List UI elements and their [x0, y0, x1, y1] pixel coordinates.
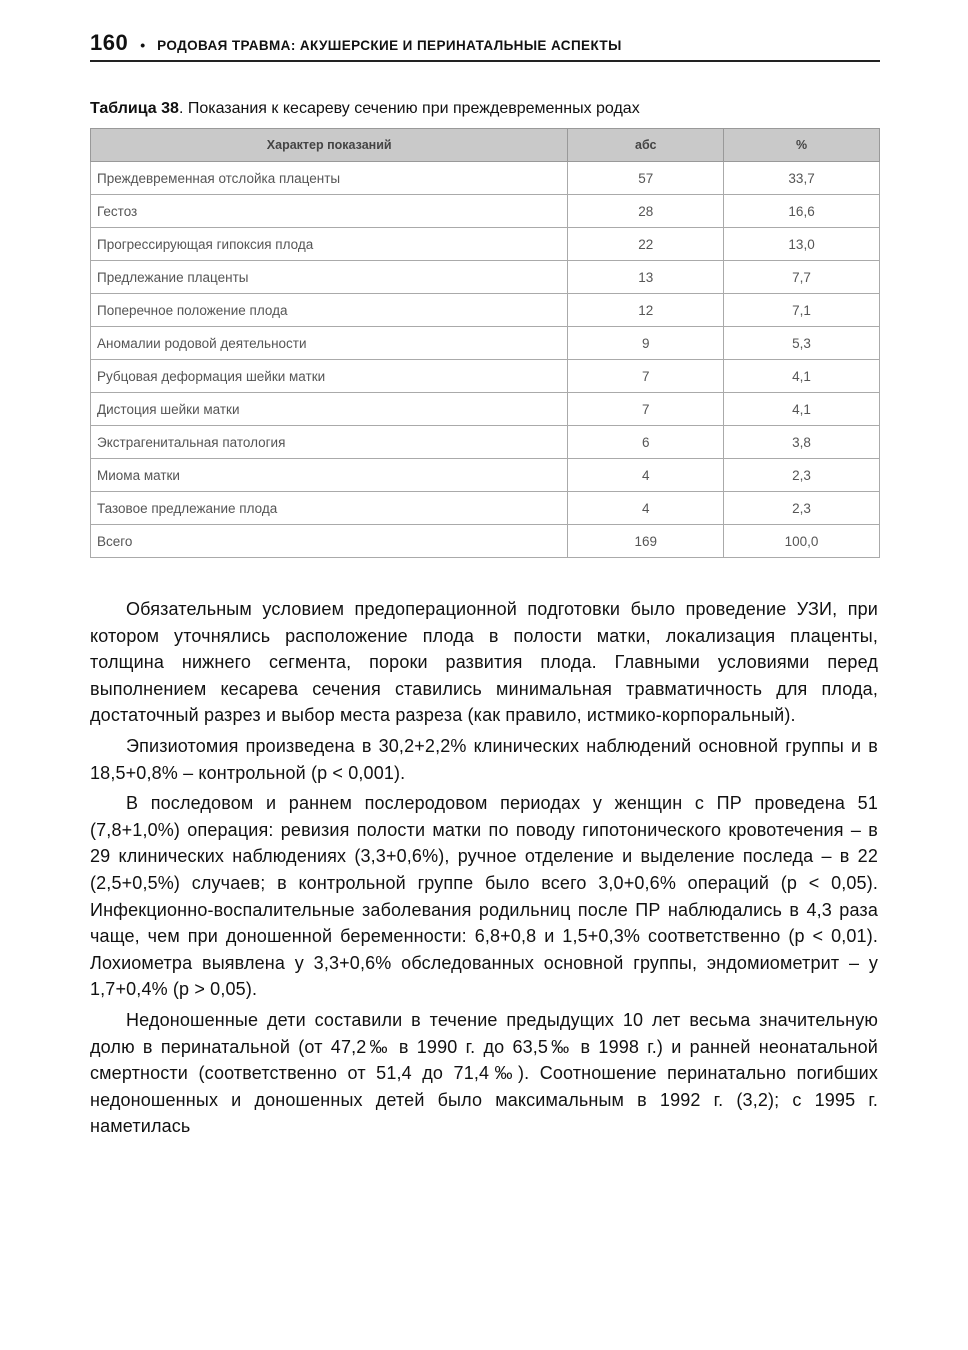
cell-indication: Миома матки — [91, 459, 568, 492]
table-row — [91, 228, 880, 261]
paragraph: Обязательным условием предоперационной подготовки было проведение УЗИ, при котором уточнялись расположение плода в полости матки, локализация плаценты, толщина нижнего сегмента, пороки развития плода. Главными условиями перед выполнением кесарева сечения ставились минимальная травматичность для плода, достаточный разрез и выбор места разреза (как правило, истмико-корпоральный). — [90, 599, 878, 726]
table-row — [91, 327, 880, 360]
table-row — [91, 426, 880, 459]
cell-indication: Предлежание плаценты — [91, 261, 568, 294]
column-header-indication: Характер показаний — [91, 129, 568, 162]
cell-indication: Аномалии родовой деятельности — [91, 327, 568, 360]
cell-percent: 5,3 — [724, 327, 880, 360]
table-row — [91, 459, 880, 492]
table-row — [91, 393, 880, 426]
table-row — [91, 360, 880, 393]
cell-indication: Преждевременная отслойка плаценты — [91, 162, 568, 195]
cell-abs: 57 — [568, 162, 724, 195]
cell-abs: 4 — [568, 492, 724, 525]
table-caption — [90, 100, 880, 118]
cell-abs: 6 — [568, 426, 724, 459]
cell-percent: 2,3 — [724, 492, 880, 525]
cell-abs: 12 — [568, 294, 724, 327]
cell-abs: 9 — [568, 327, 724, 360]
cell-abs: 28 — [568, 195, 724, 228]
cell-percent: 3,8 — [724, 426, 880, 459]
table-caption-number: Таблица 38 — [90, 100, 179, 117]
cell-percent: 16,6 — [724, 195, 880, 228]
column-header-abs: абс — [568, 129, 724, 162]
cell-percent: 2,3 — [724, 459, 880, 492]
cell-percent: 33,7 — [724, 162, 880, 195]
cell-indication: Поперечное положение плода — [91, 294, 568, 327]
cell-indication: Дистоция шейки матки — [91, 393, 568, 426]
table-row — [91, 162, 880, 195]
cell-percent: 4,1 — [724, 360, 880, 393]
cell-percent: 100,0 — [724, 525, 880, 558]
running-title: РОДОВАЯ ТРАВМА: АКУШЕРСКИЕ И ПЕРИНАТАЛЬНЫЕ АСПЕКТЫ — [157, 38, 622, 53]
cell-percent: 7,7 — [724, 261, 880, 294]
header-bullet: • — [140, 37, 146, 53]
cell-indication: Прогрессирующая гипоксия плода — [91, 228, 568, 261]
cell-indication: Гестоз — [91, 195, 568, 228]
table-row — [91, 492, 880, 525]
cell-indication: Всего — [91, 525, 568, 558]
table-row — [91, 261, 880, 294]
cell-percent: 4,1 — [724, 393, 880, 426]
cell-abs: 169 — [568, 525, 724, 558]
cell-indication: Экстрагенитальная патология — [91, 426, 568, 459]
cell-abs: 22 — [568, 228, 724, 261]
paragraph: В последовом и раннем послеродовом периодах у женщин с ПР проведена 51 (7,8+1,0%) операция: ревизия полости матки по поводу гипотонического кровотечения – в 29 клинических наблюдениях (3,3+0,6%), ручное отделение и выделение последа – в 22 (2,5+0,5%) случаев; в контрольной группе было всего 3,0+0,6% операций (p < 0,05). Инфекционно-воспалительные заболевания родильниц после ПР наблюдались в 4,3 раза чаще, чем при доношенной беременности: 6,8+0,8 и 1,5+0,3% соответственно (p < 0,01). Лохиометра выявлена у 3,3+0,6% обследованных основной группы, эндомиометрит – у 1,7+0,4% (p > 0,05). — [90, 793, 878, 1000]
cell-abs: 4 — [568, 459, 724, 492]
table-row — [91, 195, 880, 228]
cell-percent: 13,0 — [724, 228, 880, 261]
cell-indication: Рубцовая деформация шейки матки — [91, 360, 568, 393]
table-header-row — [91, 129, 880, 162]
cell-abs: 7 — [568, 393, 724, 426]
page-header — [90, 30, 880, 62]
table-row — [91, 525, 880, 558]
cell-indication: Тазовое предлежание плода — [91, 492, 568, 525]
body-text — [90, 596, 878, 1144]
paragraph: Недоношенные дети составили в течение предыдущих 10 лет весьма значительную долю в перинатальной (от 47,2‰ в 1990 г. до 63,5‰ в 1998 г.) и ранней неонатальной смертности (соответственно от 51,4 до 71,4‰). Соотношение перинатально погибших недоношенных и доношенных детей было максимальным в 1992 г. (3,2); с 1995 г. наметилась — [90, 1009, 878, 1137]
cell-percent: 7,1 — [724, 294, 880, 327]
table-row — [91, 294, 880, 327]
table-caption-text: . Показания к кесареву сечению при преждевременных родах — [178, 100, 640, 117]
indications-table — [90, 128, 880, 558]
column-header-percent: % — [724, 129, 880, 162]
cell-abs: 7 — [568, 360, 724, 393]
paragraph: Эпизиотомия произведена в 30,2+2,2% клинических наблюдений основной группы и в 18,5+0,8% – контрольной (p < 0,001). — [90, 735, 878, 783]
page-number: 160 — [90, 30, 129, 55]
table-body — [91, 162, 880, 558]
cell-abs: 13 — [568, 261, 724, 294]
